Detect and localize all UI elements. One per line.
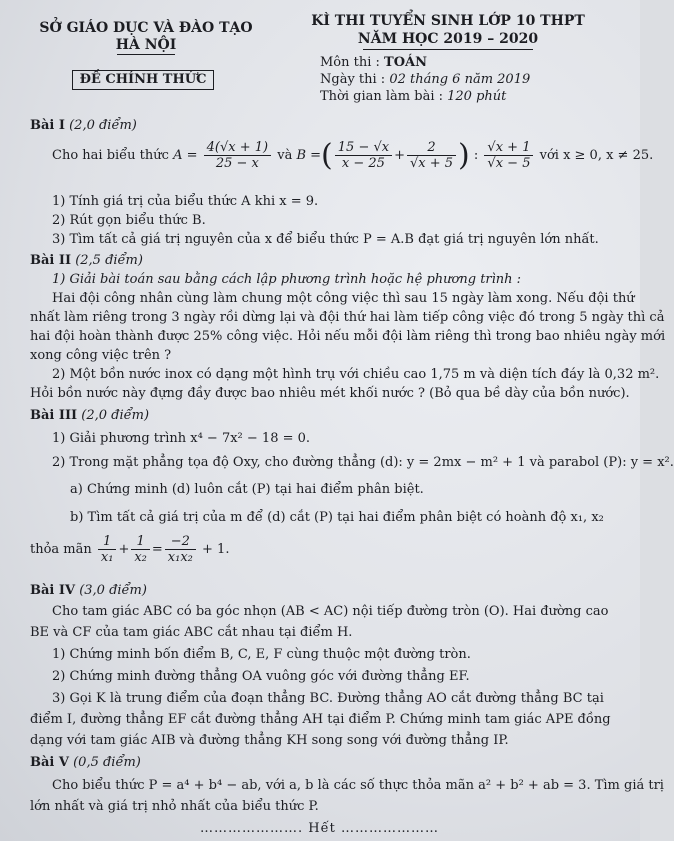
bai3-q1: 1) Giải phương trình x⁴ − 7x² − 18 = 0.	[52, 431, 311, 446]
bai3-q2a: a) Chứng minh (d) luôn cắt (P) tại hai điểm phân biệt.	[70, 482, 424, 497]
bai4-q3-line1: 3) Gọi K là trung điểm của đoạn thẳng BC. Đường thẳng AO cắt đường thẳng BC tại	[52, 691, 604, 706]
department-name: SỞ GIÁO DỤC VÀ ĐÀO TẠO	[39, 20, 253, 36]
bai2-q1-line1: Hai đội công nhân cùng làm chung một công việc thì sau 15 ngày làm xong. Nếu đội thứ	[52, 291, 635, 306]
bai4-q3-line3: dạng với tam giác AIB và đường thẳng KH song song với đường thẳng IP.	[30, 733, 509, 748]
bai1-q2: 2) Rút gọn biểu thức B.	[52, 213, 206, 228]
fraction-1-over-x1: $\frac{1}{\text{x₁}}$	[98, 534, 117, 565]
bai2-q1-line4: xong công việc trên ?	[30, 348, 172, 363]
bai1-q1: 1) Tính giá trị của biểu thức A khi x = 9.	[52, 194, 319, 209]
department-city: HÀ NỘI	[115, 37, 177, 53]
bai2-q2-line1: 2) Một bồn nước inox có dạng một hình trụ với chiều cao 1,75 m và diện tích đáy là 0,32 m².	[52, 367, 660, 382]
bai4-line2: BE và CF của tam giác ABC cắt nhau tại điểm H.	[30, 625, 353, 640]
end-marker: …………………. Hết …………………	[200, 821, 439, 836]
fraction-1-over-x2: $\frac{1}{\text{x₂}}$	[131, 534, 150, 565]
bai1-q3: 3) Tìm tất cả giá trị nguyên của x để biểu thức P = A.B đạt giá trị nguyên lớn nhất.	[52, 232, 599, 247]
official-exam-label: ĐỀ CHÍNH THỨC	[72, 70, 214, 90]
fraction-B1: $\frac{15 - √x}{x - 25}$	[335, 140, 392, 171]
bai1-expressions: Cho hai biểu thức A = $\frac{4(√x + 1)}{25 - x}$ và B =( $\frac{15 - √x}{x - 25}$ + $\frac{2}{√x + 5}$ ) : $\frac{√x + 1}{√x - 5}$ với x ≥ 0, x ≠ 25.	[52, 138, 654, 173]
bai1-heading: Bài I (2,0 điểm)	[30, 118, 137, 133]
bai5-line2: lớn nhất và giá trị nhỏ nhất của biểu thức P.	[30, 799, 319, 814]
fraction-B2: $\frac{2}{√x + 5}$	[407, 140, 456, 171]
exam-header-underline	[363, 49, 533, 50]
exam-subject: TOÁN	[384, 55, 428, 70]
exam-header	[308, 12, 588, 105]
fraction-B3: $\frac{√x + 1}{√x - 5}$	[484, 140, 533, 171]
bai2-q1-line2: nhất làm riêng trong 3 ngày rồi dừng lại và đội thứ hai làm tiếp công việc đó trong 5 ngày thì cả	[30, 310, 665, 325]
fraction-A: $\frac{4(√x + 1)}{25 - x}$	[204, 140, 271, 171]
exam-date: 02 tháng 6 năm 2019	[389, 72, 531, 87]
bai4-q3-line2: điểm I, đường thẳng EF cắt đường thẳng AH tại điểm P. Chứng minh tam giác APE đồng	[30, 712, 611, 727]
bai2-heading: Bài II (2,5 điểm)	[30, 253, 143, 268]
exam-duration: 120 phút	[447, 89, 507, 104]
bai5-line1: Cho biểu thức P = a⁴ + b⁴ − ab, với a, b là các số thực thỏa mãn a² + b² + ab = 3. Tìm giá trị	[52, 778, 664, 793]
fraction-minus2-over-x1x2: $\frac{-2}{\text{x₁x₂}}$	[165, 534, 196, 565]
exam-year: NĂM HỌC 2019 – 2020	[357, 31, 539, 47]
exam-date-line: Ngày thi : 02 tháng 6 năm 2019	[320, 72, 531, 87]
department-header	[36, 20, 256, 55]
bai4-q1: 1) Chứng minh bốn điểm B, C, E, F cùng thuộc một đường tròn.	[52, 647, 471, 662]
header-underline	[117, 54, 175, 55]
bai3-q2: 2) Trong mặt phẳng tọa độ Oxy, cho đường thẳng (d): y = 2mx − m² + 1 và parabol (P): y = x².	[52, 455, 674, 470]
exam-title: KÌ THI TUYỂN SINH LỚP 10 THPT	[311, 13, 585, 29]
exam-duration-line: Thời gian làm bài : 120 phút	[320, 89, 507, 104]
bai4-q2: 2) Chứng minh đường thẳng OA vuông góc với đường thẳng EF.	[52, 669, 470, 684]
bai5-heading: Bài V (0,5 điểm)	[30, 755, 141, 770]
bai3-q2b-condition: thỏa mãn $\frac{1}{\text{x₁}}$ + $\frac{1}{\text{x₂}}$ = $\frac{-2}{\text{x₁x₂}}$ + 1.	[30, 534, 230, 565]
bai3-heading: Bài III (2,0 điểm)	[30, 408, 150, 423]
bai2-q1-line3: hai đội hoàn thành được 25% công việc. Hỏi nếu mỗi đội làm riêng thì trong bao nhiêu ngày mới	[30, 329, 666, 344]
bai4-heading: Bài IV (3,0 điểm)	[30, 583, 147, 598]
bai2-q2-line2: Hỏi bồn nước này đựng đầy được bao nhiêu mét khối nước ? (Bỏ qua bề dày của bồn nước).	[30, 386, 630, 401]
exam-subject-line: Môn thi : TOÁN	[320, 55, 428, 70]
bai2-q1-heading: 1) Giải bài toán sau bằng cách lập phương trình hoặc hệ phương trình :	[52, 272, 522, 287]
bai3-q2b: b) Tìm tất cả giá trị của m để (d) cắt (P) tại hai điểm phân biệt có hoành độ x₁, x₂	[70, 510, 604, 525]
bai4-line1: Cho tam giác ABC có ba góc nhọn (AB < AC) nội tiếp đường tròn (O). Hai đường cao	[52, 604, 609, 619]
